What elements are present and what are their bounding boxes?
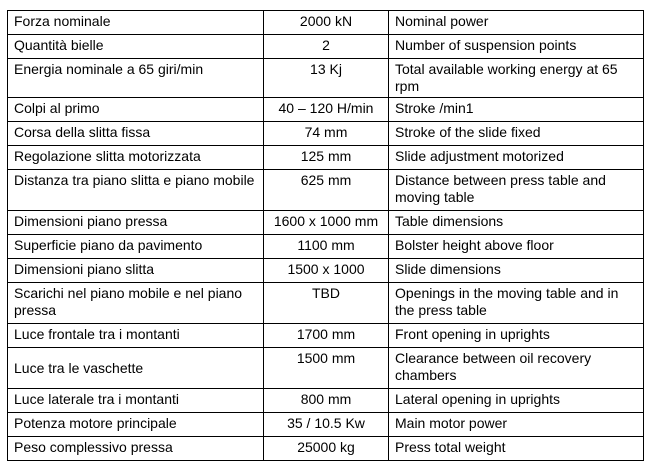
value: 74 mm <box>264 122 389 146</box>
table-row <box>8 413 644 437</box>
value: 125 mm <box>264 146 389 170</box>
label-en: Front opening in uprights <box>389 324 644 348</box>
label-en: Total available working energy at 65 rpm <box>389 59 644 98</box>
label-en: Nominal power <box>389 11 644 35</box>
table-row <box>8 11 644 35</box>
label-it: Luce tra le vaschette <box>8 348 264 389</box>
label-en: Bolster height above floor <box>389 235 644 259</box>
table-row <box>8 283 644 324</box>
label-it: Quantità bielle <box>8 35 264 59</box>
label-it: Dimensioni piano slitta <box>8 259 264 283</box>
value: 13 Kj <box>264 59 389 98</box>
value: 1500 mm <box>264 348 389 389</box>
table-row <box>8 389 644 413</box>
value: 625 mm <box>264 170 389 211</box>
label-it: Corsa della slitta fissa <box>8 122 264 146</box>
label-en: Stroke /min1 <box>389 98 644 122</box>
label-it: Colpi al primo <box>8 98 264 122</box>
table-row <box>8 437 644 461</box>
value: 1600 x 1000 mm <box>264 211 389 235</box>
table-row <box>8 146 644 170</box>
table-row <box>8 324 644 348</box>
table-row <box>8 98 644 122</box>
label-en: Number of suspension points <box>389 35 644 59</box>
label-it: Distanza tra piano slitta e piano mobile <box>8 170 264 211</box>
value: 1700 mm <box>264 324 389 348</box>
label-en: Press total weight <box>389 437 644 461</box>
label-it: Superficie piano da pavimento <box>8 235 264 259</box>
spec-table <box>7 10 644 461</box>
label-en: Distance between press table and moving table <box>389 170 644 211</box>
value: 40 – 120 H/min <box>264 98 389 122</box>
value: 1100 mm <box>264 235 389 259</box>
label-it: Scarichi nel piano mobile e nel piano pressa <box>8 283 264 324</box>
value: TBD <box>264 283 389 324</box>
table-row <box>8 35 644 59</box>
table-row <box>8 259 644 283</box>
label-en: Slide adjustment motorized <box>389 146 644 170</box>
value: 25000 kg <box>264 437 389 461</box>
value: 2 <box>264 35 389 59</box>
label-en: Main motor power <box>389 413 644 437</box>
label-it: Luce laterale tra i montanti <box>8 389 264 413</box>
table-row <box>8 235 644 259</box>
label-en: Slide dimensions <box>389 259 644 283</box>
label-it: Forza nominale <box>8 11 264 35</box>
label-it: Potenza motore principale <box>8 413 264 437</box>
label-it: Dimensioni piano pressa <box>8 211 264 235</box>
value: 800 mm <box>264 389 389 413</box>
label-en: Table dimensions <box>389 211 644 235</box>
table-row <box>8 122 644 146</box>
table-row <box>8 211 644 235</box>
label-it: Energia nominale a 65 giri/min <box>8 59 264 98</box>
table-row <box>8 170 644 211</box>
label-it: Peso complessivo pressa <box>8 437 264 461</box>
label-en: Stroke of the slide fixed <box>389 122 644 146</box>
label-en: Clearance between oil recovery chambers <box>389 348 644 389</box>
table-row <box>8 59 644 98</box>
value: 2000 kN <box>264 11 389 35</box>
label-it: Regolazione slitta motorizzata <box>8 146 264 170</box>
label-en: Openings in the moving table and in the press table <box>389 283 644 324</box>
label-en: Lateral opening in uprights <box>389 389 644 413</box>
table-row <box>8 348 644 389</box>
label-it: Luce frontale tra i montanti <box>8 324 264 348</box>
value: 35 / 10.5 Kw <box>264 413 389 437</box>
value: 1500 x 1000 <box>264 259 389 283</box>
